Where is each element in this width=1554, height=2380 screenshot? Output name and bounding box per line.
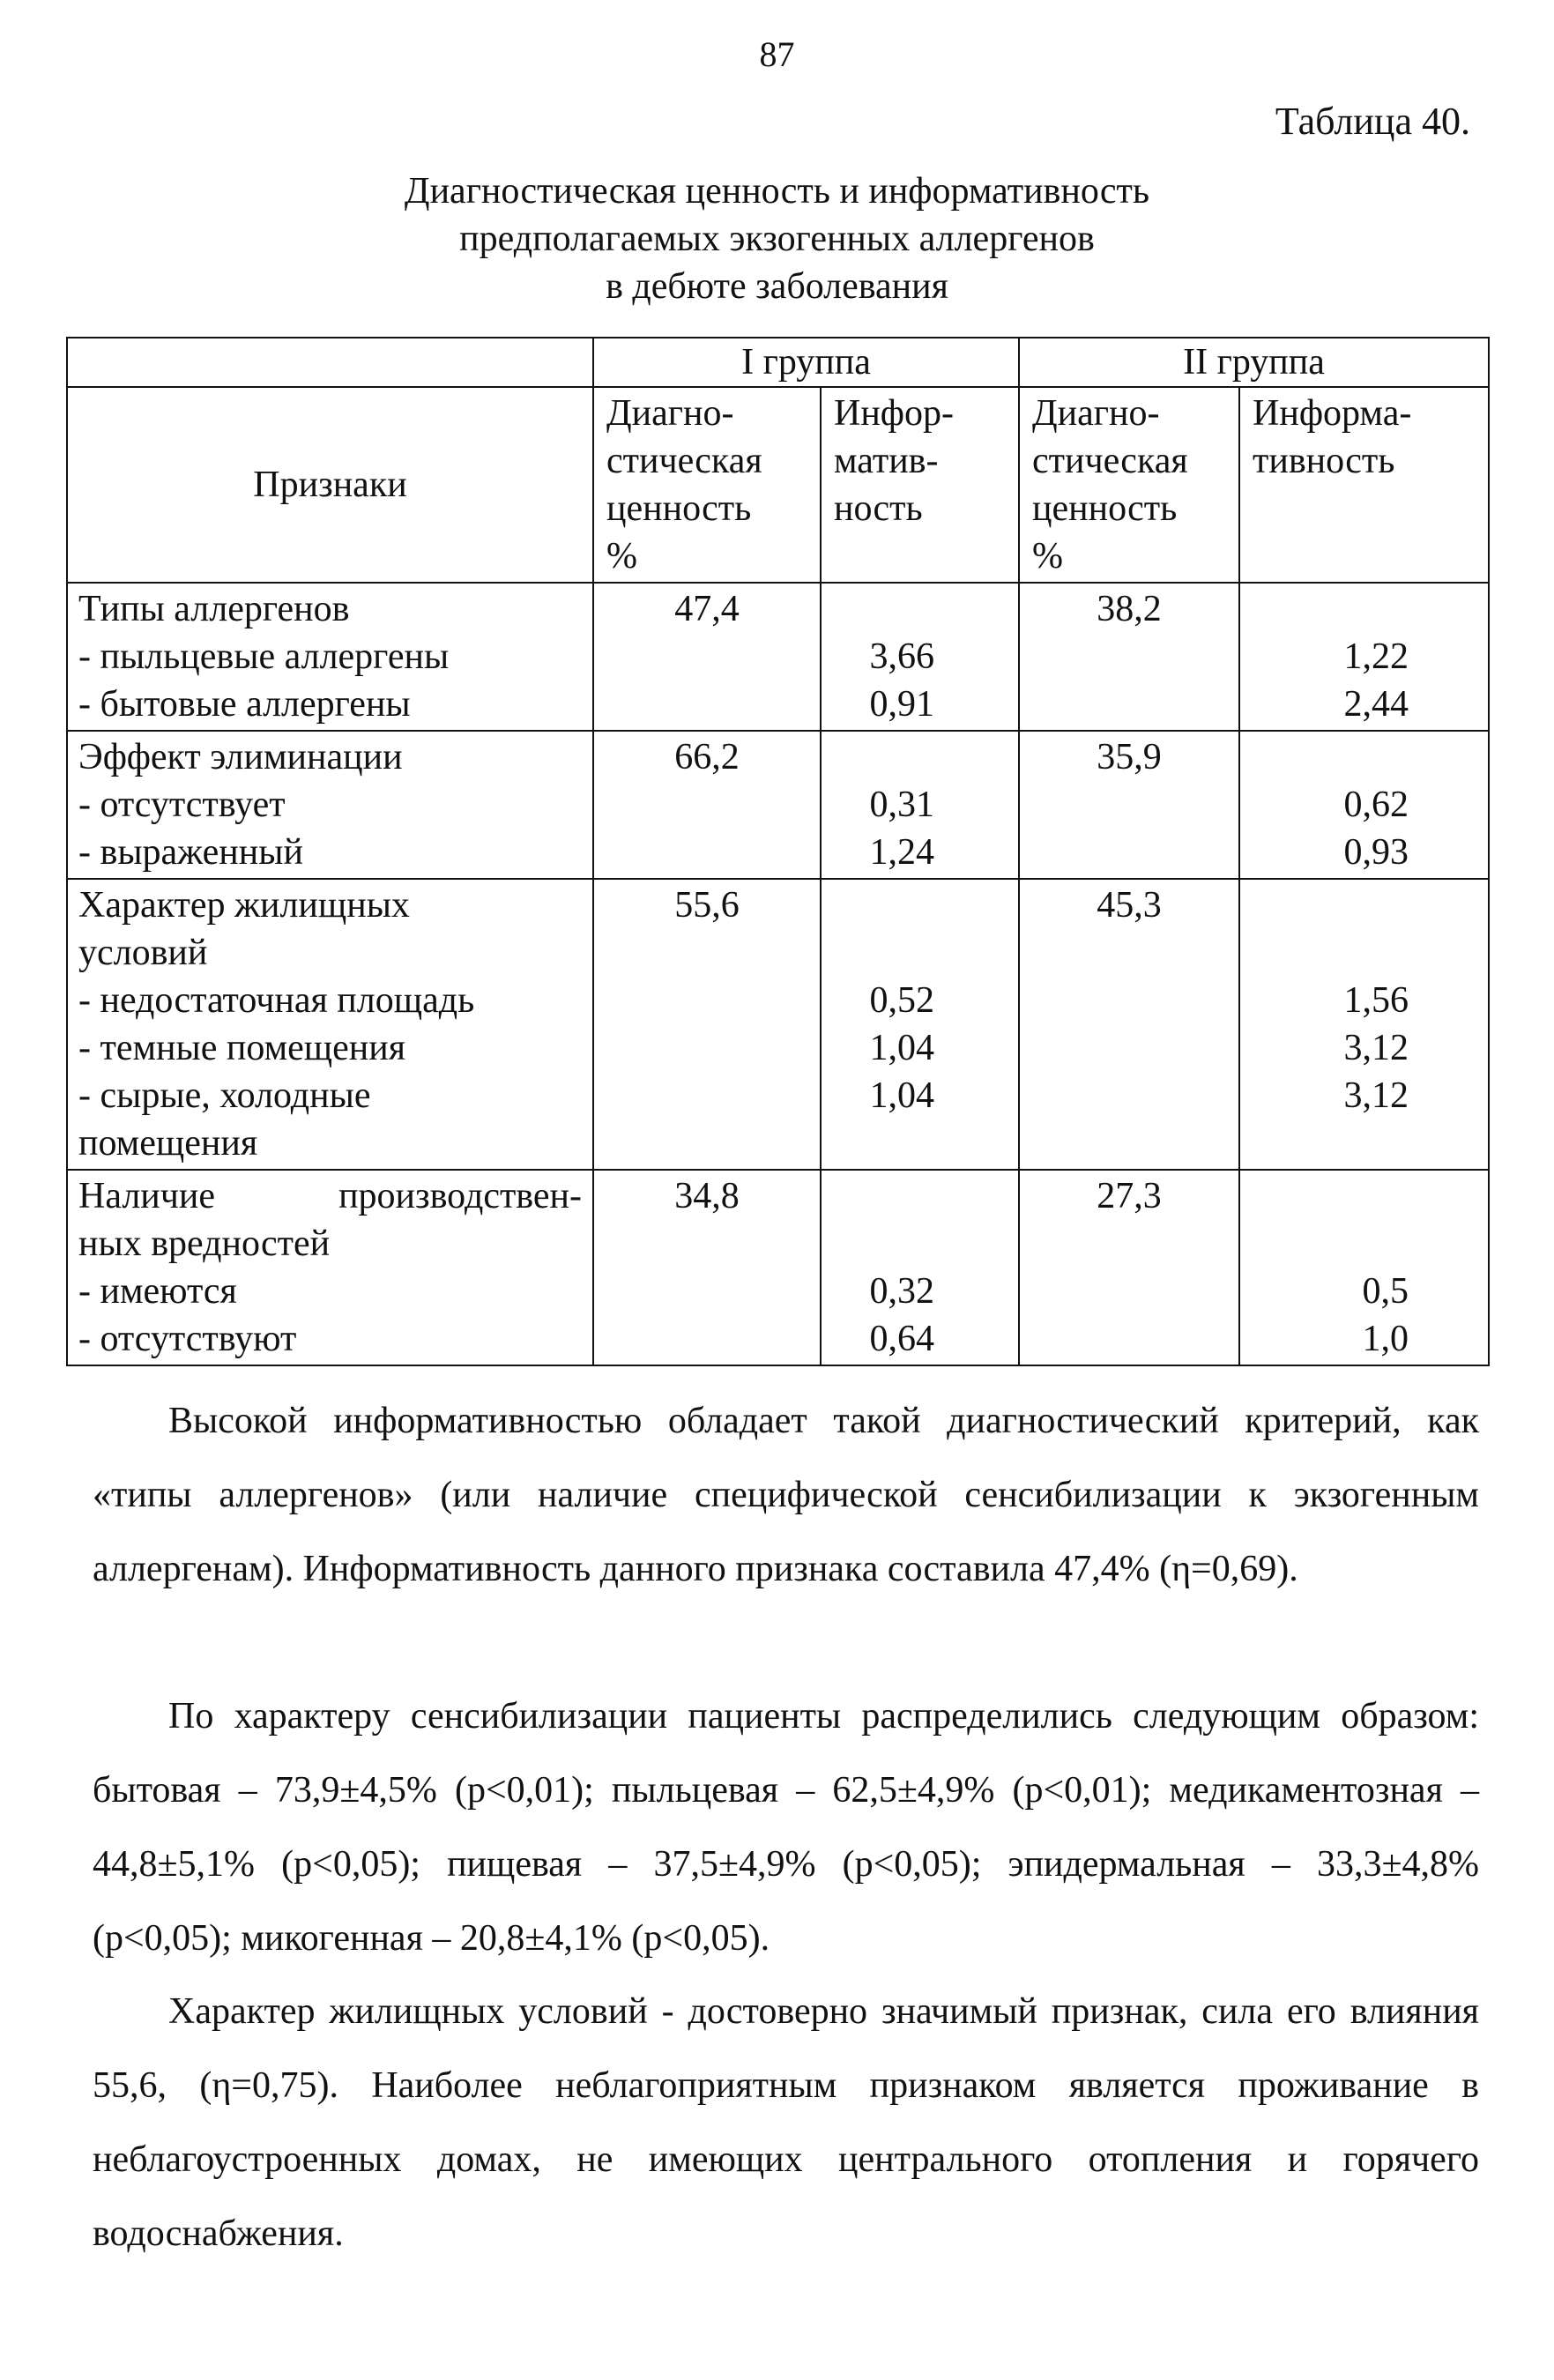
g1-diag-cell: [593, 731, 821, 879]
g1-diag-header: Диагно- стическая ценность %: [593, 387, 821, 583]
page-number: 87: [759, 34, 795, 74]
cell-line: - имеются: [78, 1271, 237, 1312]
cell-line: 35,9: [1097, 737, 1162, 777]
g2-info-cell: [1239, 1170, 1489, 1365]
cell-line: [1030, 1268, 1228, 1315]
cell-line: [1030, 781, 1228, 829]
cell-line: 2,44: [1343, 684, 1409, 725]
cell-line: [605, 977, 809, 1024]
table-row: [67, 879, 1489, 1170]
cell-line: [605, 929, 809, 977]
cell-line: [832, 881, 934, 929]
g1-info-cell: [821, 879, 1019, 1170]
cell-line: [832, 1119, 934, 1167]
cell-line: 45,3: [1097, 885, 1162, 926]
cell-line: 0,64: [869, 1319, 935, 1359]
cell-line: [1251, 1172, 1409, 1220]
cell-line: Наличие производствен-: [78, 1176, 582, 1216]
table-row: [67, 583, 1489, 731]
g1-diag-cell: [593, 1170, 821, 1365]
row-header: Признаки: [67, 387, 593, 583]
cell-line: [1251, 1119, 1409, 1167]
g1-info-cell: [821, 731, 1019, 879]
g1-info-cell: [821, 583, 1019, 731]
cell-line: [605, 1072, 809, 1119]
cell-line: [832, 929, 934, 977]
cell-line: [605, 829, 809, 876]
cell-line: - пыльцевые аллергены: [78, 636, 450, 677]
cell-line: 3,12: [1343, 1075, 1409, 1116]
feature-cell: [67, 731, 593, 879]
cell-line: [605, 1315, 809, 1363]
header-corner-cell: [67, 338, 593, 387]
cell-line: [832, 1220, 934, 1268]
g2-diag-cell: [1019, 583, 1239, 731]
cell-line: 0,62: [1343, 785, 1409, 825]
cell-line: 66,2: [674, 737, 740, 777]
cell-line: [1251, 585, 1409, 633]
cell-line: [1030, 1315, 1228, 1363]
cell-line: - сырые, холодные: [78, 1075, 371, 1116]
cell-line: [605, 781, 809, 829]
cell-line: Эффект элиминации: [78, 737, 403, 777]
paragraph: Характер жилищных условий - достоверно значимый признак, сила его влияния 55,6, (η=0,75). Наиболее неблагоприятным признаком является проживание в неблагоустроенных домах, не имеющих центрального отопления и горячего водоснабжения.: [93, 1991, 1479, 2254]
group-2-header: II группа: [1019, 338, 1489, 387]
cell-line: [1030, 1024, 1228, 1072]
cell-line: [1030, 829, 1228, 876]
paragraph: Высокой информативностью обладает такой диагностический критерий, как «типы аллергенов» (или наличие специфической сенсибилизации к экзогенным аллергенам). Информативность данного признака составила 47,4% (η=0,69).: [93, 1401, 1479, 1589]
cell-line: 3,66: [869, 636, 935, 677]
cell-line: 27,3: [1097, 1176, 1162, 1216]
cell-line: 38,2: [1097, 589, 1162, 629]
cell-line: 1,56: [1343, 980, 1409, 1021]
g1-info-cell: [821, 1170, 1019, 1365]
paragraph: По характеру сенсибилизации пациенты распределились следующим образом: бытовая – 73,9±4,5% (p<0,01); пыльцевая – 62,5±4,9% (p<0,01); медикаментозная – 44,8±5,1% (p<0,05); пищевая – 37,5±4,9% (p<0,05); эпидермальная – 33,3±4,8% (p<0,05); микогенная – 20,8±4,1% (p<0,05).: [93, 1696, 1479, 1959]
feature-cell: [67, 583, 593, 731]
cell-line: [1030, 1220, 1228, 1268]
cell-line: [605, 633, 809, 681]
cell-line: 1,04: [869, 1075, 935, 1116]
table-row: [67, 1170, 1489, 1365]
cell-line: [832, 1172, 934, 1220]
cell-line: 1,24: [869, 832, 935, 873]
cell-line: [605, 681, 809, 728]
g2-info-cell: [1239, 879, 1489, 1170]
cell-line: - отсутствуют: [78, 1319, 297, 1359]
cell-line: ных вредностей: [78, 1223, 331, 1264]
cell-line: [1030, 633, 1228, 681]
cell-line: [1030, 1119, 1228, 1167]
g2-info-header: Информа- тивность: [1239, 387, 1489, 583]
cell-line: Типы аллергенов: [78, 589, 350, 629]
cell-line: 47,4: [674, 589, 740, 629]
cell-line: - выраженный: [78, 832, 303, 873]
group-1-header: I группа: [593, 338, 1019, 387]
cell-line: [605, 1024, 809, 1072]
feature-cell: [67, 879, 593, 1170]
cell-line: [1251, 929, 1409, 977]
g1-info-header: Инфор- матив- ность: [821, 387, 1019, 583]
g2-diag-cell: [1019, 1170, 1239, 1365]
cell-line: [1251, 733, 1409, 781]
g2-diag-cell: [1019, 879, 1239, 1170]
g2-info-cell: [1239, 731, 1489, 879]
cell-line: 1,04: [869, 1028, 935, 1068]
g2-diag-header: Диагно- стическая ценность %: [1019, 387, 1239, 583]
g1-diag-cell: [593, 879, 821, 1170]
cell-line: [1251, 1220, 1409, 1268]
cell-line: [1251, 881, 1409, 929]
cell-line: [1030, 1072, 1228, 1119]
cell-line: 34,8: [674, 1176, 740, 1216]
cell-line: Характер жилищных: [78, 885, 410, 926]
cell-line: [1030, 681, 1228, 728]
g1-diag-cell: [593, 583, 821, 731]
cell-line: 3,12: [1343, 1028, 1409, 1068]
cell-line: [1030, 929, 1228, 977]
cell-line: 0,52: [869, 980, 935, 1021]
cell-line: - недостаточная площадь: [78, 980, 475, 1021]
cell-line: [832, 733, 934, 781]
table-title-line: Диагностическая ценность и информативность: [404, 171, 1150, 212]
table-title-line: предполагаемых экзогенных аллергенов: [459, 219, 1095, 259]
cell-line: [605, 1220, 809, 1268]
g2-diag-cell: [1019, 731, 1239, 879]
cell-line: помещения: [78, 1123, 258, 1164]
feature-cell: [67, 1170, 593, 1365]
cell-line: 1,0: [1362, 1319, 1409, 1359]
cell-line: [1030, 977, 1228, 1024]
table-row: [67, 731, 1489, 879]
table-body: [67, 583, 1489, 1365]
cell-line: - бытовые аллергены: [78, 684, 411, 725]
cell-line: [832, 585, 934, 633]
cell-line: - темные помещения: [78, 1028, 406, 1068]
cell-line: 1,22: [1343, 636, 1409, 677]
data-table: [66, 337, 1490, 1366]
table-label: Таблица 40.: [1275, 100, 1470, 143]
g2-info-cell: [1239, 583, 1489, 731]
cell-line: [605, 1268, 809, 1315]
cell-line: 55,6: [674, 885, 740, 926]
cell-line: 0,31: [869, 785, 935, 825]
cell-line: [605, 1119, 809, 1167]
cell-line: 0,5: [1362, 1271, 1409, 1312]
cell-line: - отсутствует: [78, 785, 286, 825]
cell-line: 0,91: [869, 684, 935, 725]
table-title-line: в дебюте заболевания: [606, 266, 948, 307]
table-title: [0, 167, 1554, 310]
cell-line: условий: [78, 933, 208, 973]
cell-line: 0,32: [869, 1271, 935, 1312]
cell-line: 0,93: [1343, 832, 1409, 873]
